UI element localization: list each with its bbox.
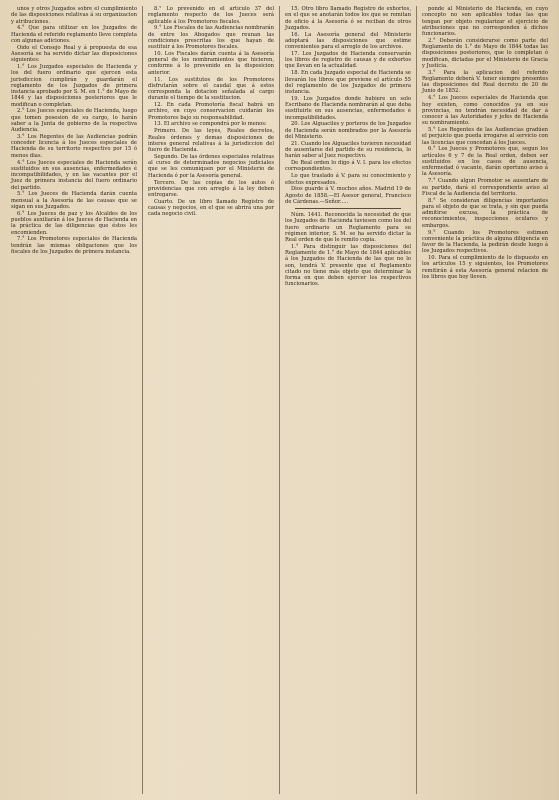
article-paragraph: 17. Los Juzgados de Hacienda conservarán los libros de registro de causas y de exhortos que llevan en la actualidad. [285,50,411,70]
article-paragraph: 7.° Los Promotores especiales de Hacienda tendrán las mismas obligaciones que los fiscales de los Juzgados de primera instancia. [11,236,137,255]
article-paragraph: 20. Los Alguaciles y porteros de los Juzgados de Hacienda serán nombrados por la Asesoría del Ministerio. [285,121,411,140]
article-paragraph: De Real orden lo digo á V. I. para los efectos correspondientes. [285,160,411,173]
article-paragraph: Segundo. De las órdenes especiales relativas al curso de determinados negocios judiciales que se les comuniquen por el Ministerio de Hacienda ó por la Asesoría general. [148,153,274,179]
article-paragraph: 4.° Los Jueces especiales de Hacienda que hoy existen, como conocidos ya en sus provincias, no tendrán necesidad de dar á conocer á las Autoridades y jefes de Hacienda su nombramiento. [422,95,548,127]
article-paragraph: 11. Los sustitutos de los Promotores disfrutarán sobre el caudal que á estos corresponda la dotacion señalada al cargo durante el tiempo de la sustitucion. [148,76,274,102]
article-paragraph: 4.° Los Jueces especiales de Hacienda serán sustituidos en sus ausencias, enfermedades é incompatibilidades, y en las vacantes por el Juez de primera instancia del fuero ordinario del partido. [11,159,137,191]
columns [6,6,553,794]
article-paragraph: 21. Cuando los Alguaciles tuvieren necesidad de ausentarse del partido de su residencia, lo harán saber al Juez respectivo. [285,140,411,160]
column-1 [6,6,142,794]
article-paragraph: 18. En cada Juzgado especial de Hacienda se llevarán los libros que previene el artículo 55 del reglamento de los Juzgados de primera instancia. [285,70,411,96]
article-paragraph: 7.° Cuando algun Promotor se ausentare de su partido, dará el correspondiente aviso al Fiscal de la Audiencia del territorio. [422,178,548,197]
article-paragraph: ponde al Ministerio de Hacienda, en cuyo concepto no son aplicables todas las que tengan por objeto regularizar el ejercicio de atribuciones que no corresponden á dichos funcionarios. [422,6,548,37]
section-divider [295,208,401,209]
article-paragraph: Oido el Consejo Real y á propuesta de esa Asesoría se ha servido dictar las disposiciones siguientes: [11,44,137,64]
article-paragraph: unos y otros Juzgados sobre el cumplimiento de las disposiciones relativas á su organizacion y atribuciones. [11,6,137,25]
article-paragraph: 10. Los Fiscales darán cuenta á la Asesoría general de los nombramientos que hicieren, conforme á lo prevenido en la disposicion anterior. [148,50,274,76]
column-4 [416,6,553,794]
column-3 [279,6,416,794]
article-paragraph: 13. El archivo se compondrá por lo menos: [154,121,267,128]
article-paragraph: 5.° Los Regentes de las Audiencias gradúen el perjuicio que pueda irrogarse al servicio con las licencias que concedan á los Jueces. [422,127,548,146]
article-paragraph: 3.° Para la aplicacion del referido Reglamento deberá V. tener siempre presentes las disposiciones del Real decreto de 20 de Junio de 1852. [422,69,548,95]
article-paragraph: Cuarto. De un libro llamado Registro de causas y negocios, en el que se abrirá una por cada negocio civil. [148,198,274,218]
article-paragraph: 15. Otro libro llamado Registro de exhortos, en el que se anotarán todos los que se remitan de oficio á la Asesoría ó se reciban de otros Juzgados. [285,6,411,31]
article-paragraph: Dios guarde á V. muchos años. Madrid 19 de Agosto de 1858.—El Asesor general, Francisco de Cárdenas.—Señor..... [285,186,411,205]
article-paragraph: 9.° Los Fiscales de las Audiencias nombrarán de entre los Abogados que reunan las condiciones prescritas los que hayan de sustituir á los Promotores fiscales. [148,25,274,51]
article-paragraph: 1.° Para distinguir las disposiciones del Reglamento de 1.° de Mayo de 1844 aplicables á los Juzgados de Hacienda de las que no lo son, tendrá V. presente que el Reglamento citado no tiene más objeto que determinar la forma en que deben ejercer los respectivos funcionarios. [285,243,411,288]
article-paragraph: 5.° Los Jueces de Hacienda darán cuenta mensual a la Asesoría de las causas que se sigan en sus Juzgados. [11,191,137,210]
article-paragraph: 4.° Que para utilizar en los Juzgados de Hacienda el referido reglamento lleve completa con algunas adiciones. [11,25,137,44]
article-paragraph: 3.° Los Regentes de las Audiencias podrán conceder licencia á los Jueces especiales de Hacienda de su territorio respectivo por 15 ó menos dias. [11,133,137,159]
article-paragraph: Tercero. De las copias de los autos ó providencias que con arreglo á la ley deben entregarse. [148,179,274,198]
article-paragraph: 9.° Cuando los Promotores estimen conveniente la práctica de alguna diligencia en favor de la Hacienda, la pedirán desde luego á los Juzgados respectivos. [422,229,548,255]
article-paragraph: 10. Para el cumplimiento de lo dispuesto en los artículos 15 y siguientes, los Promotores remitirán á esta Asesoría general relacion de los libros que hoy lleven. [422,255,548,280]
article-paragraph: Primero. De las leyes, Reales decretos, Reales órdenes y demas disposiciones de interes general relativas á la jurisdiccion del fuero de Hacienda. [148,128,274,154]
article-paragraph: 12. En cada Promotoría fiscal habrá un archivo, en cuyo conservacion cuidarán los Promotores bajo su responsabilidad. [148,102,274,121]
article-paragraph: Núm. 1441. Reconocida la necesidad de que los Juzgados de Hacienda tuviesen como los del fuero ordinario un Reglamento para su régimen interior, S. M. se ha servido dictar la Real orden de que le remito copia. [285,212,411,244]
article-paragraph: 19. Los Juzgados donde hubiere un solo Escribano de Hacienda nombrarán al que deba sustituirle en sus ausencias, enfermedades é incompatibilidades. [285,95,411,121]
article-paragraph: 2.° Deberán considerarse como parte del Reglamento de 1.° de Mayo de 1844 todas las disposiciones posteriores, que lo completan ó modifican, dictadas por el Ministerio de Gracia y Justicia. [422,37,548,69]
article-paragraph: 8.° Lo prevenido en el artículo 37 del reglamento respecto de los Jueces será aplicable á los Promotores fiscales. [148,6,274,25]
article-paragraph: 16. La Asesoría general del Ministerio adoptará las disposiciones que estime convenientes para el arreglo de los archivos. [285,31,411,51]
article-paragraph: 2.° Los Jueces especiales de Hacienda, luego que tomen posesion de su cargo, lo harán saber a la Junta de gobierno de la respectiva Audiencia. [11,108,137,134]
article-paragraph: 6.° Los Jueces de paz y los Alcaldes de los pueblos auxiliarán á los Jueces de Hacienda en la práctica de las diligencias que éstos les encomienden. [11,210,137,236]
article-paragraph: 6.° Los Jueces y Promotores que, segun los artículos 6 y 7 de la Real orden, deben ser sustituidos en los casos de ausencia, enfermedad ó vacante, darán oportuno aviso á la Asesoría. [422,146,548,178]
column-2 [142,6,279,794]
article-paragraph: 8.° Se consideran diligencias importantes para el objeto de que se trata, y sin que pueda admitirse excusa, la práctica de reconocimientos, inspecciones oculares y embargos. [422,197,548,229]
article-paragraph: 1.° Los Juzgados especiales de Hacienda y los del fuero ordinario que ejercen esta jurisdiccion cumplirán y guardarán el reglamento de los Juzgados de primera instancia aprobado por S. M. en 1.° de Mayo de 1844 y las disposiciones posteriores que le modifican o completan. [11,64,137,108]
article-paragraph: Lo que traslado á V. para su conocimiento y efectos expresados. [285,173,411,186]
